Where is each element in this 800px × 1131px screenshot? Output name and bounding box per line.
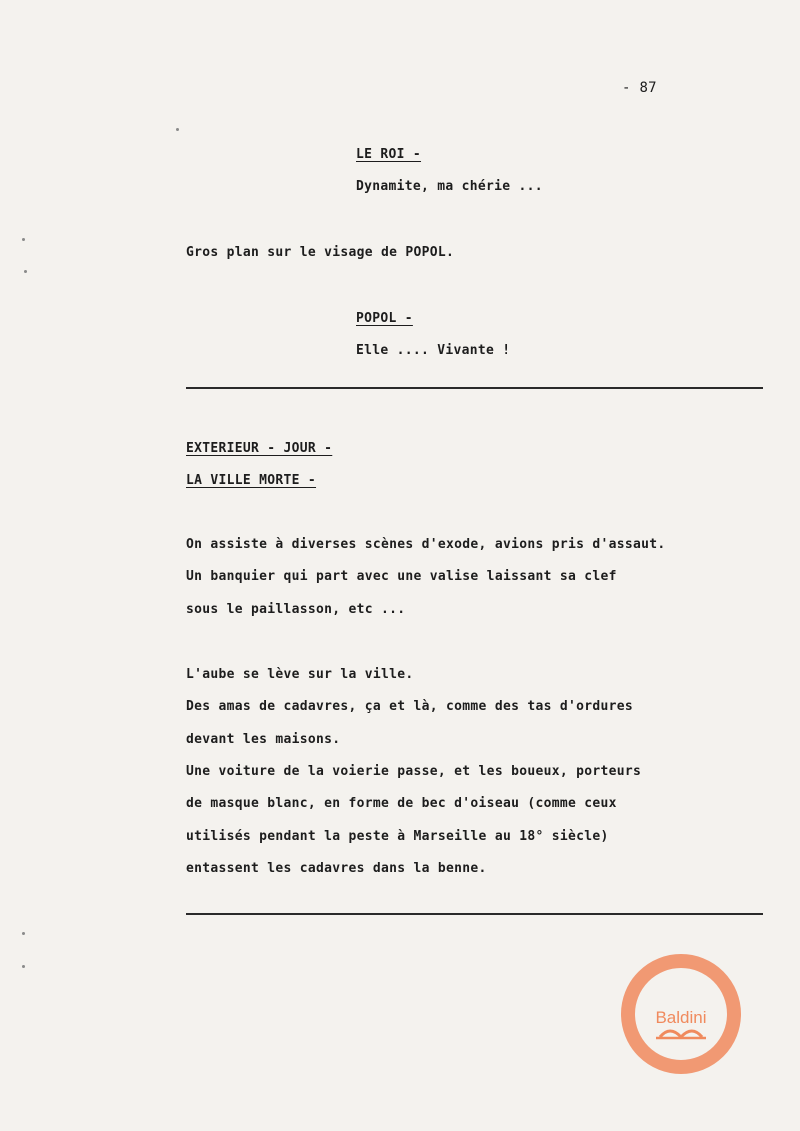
- paper-speck: [24, 270, 27, 273]
- section-divider: [186, 387, 763, 389]
- page-number: - 87: [622, 80, 657, 96]
- text-line: de masque blanc, en forme de bec d'oiseau (comme ceux: [186, 796, 617, 811]
- text-line: Un banquier qui part avec une valise laissant sa clef: [186, 569, 617, 584]
- text-line: Une voiture de la voierie passe, et les boueux, porteurs: [186, 764, 642, 779]
- text-line: utilisés pendant la peste à Marseille au 18° siècle): [186, 829, 609, 844]
- text-line: entassent les cadavres dans la benne.: [186, 861, 487, 876]
- paper-speck: [22, 238, 25, 241]
- stage-direction: Gros plan sur le visage de POPOL.: [186, 245, 455, 260]
- speaker-popol: POPOL -: [356, 311, 413, 326]
- scene-heading: EXTERIEUR - JOUR -: [186, 441, 333, 456]
- paper-speck: [176, 128, 179, 131]
- text-line: Des amas de cadavres, ça et là, comme des tas d'ordures: [186, 699, 633, 714]
- scene-heading: LA VILLE MORTE -: [186, 473, 317, 488]
- dialogue-line: Dynamite, ma chérie ...: [356, 179, 543, 194]
- paper-speck: [22, 932, 25, 935]
- library-stamp: [620, 953, 742, 1075]
- speaker-le-roi: LE ROI -: [356, 147, 422, 162]
- text-line: devant les maisons.: [186, 732, 341, 747]
- text-line: sous le paillasson, etc ...: [186, 602, 406, 617]
- text-line: L'aube se lève sur la ville.: [186, 667, 414, 682]
- dialogue-line: Elle .... Vivante !: [356, 343, 511, 358]
- text-line: On assiste à diverses scènes d'exode, avions pris d'assaut.: [186, 537, 666, 552]
- stamp-text: Baldini: [655, 1008, 707, 1027]
- section-divider: [186, 913, 763, 915]
- paper-speck: [22, 965, 25, 968]
